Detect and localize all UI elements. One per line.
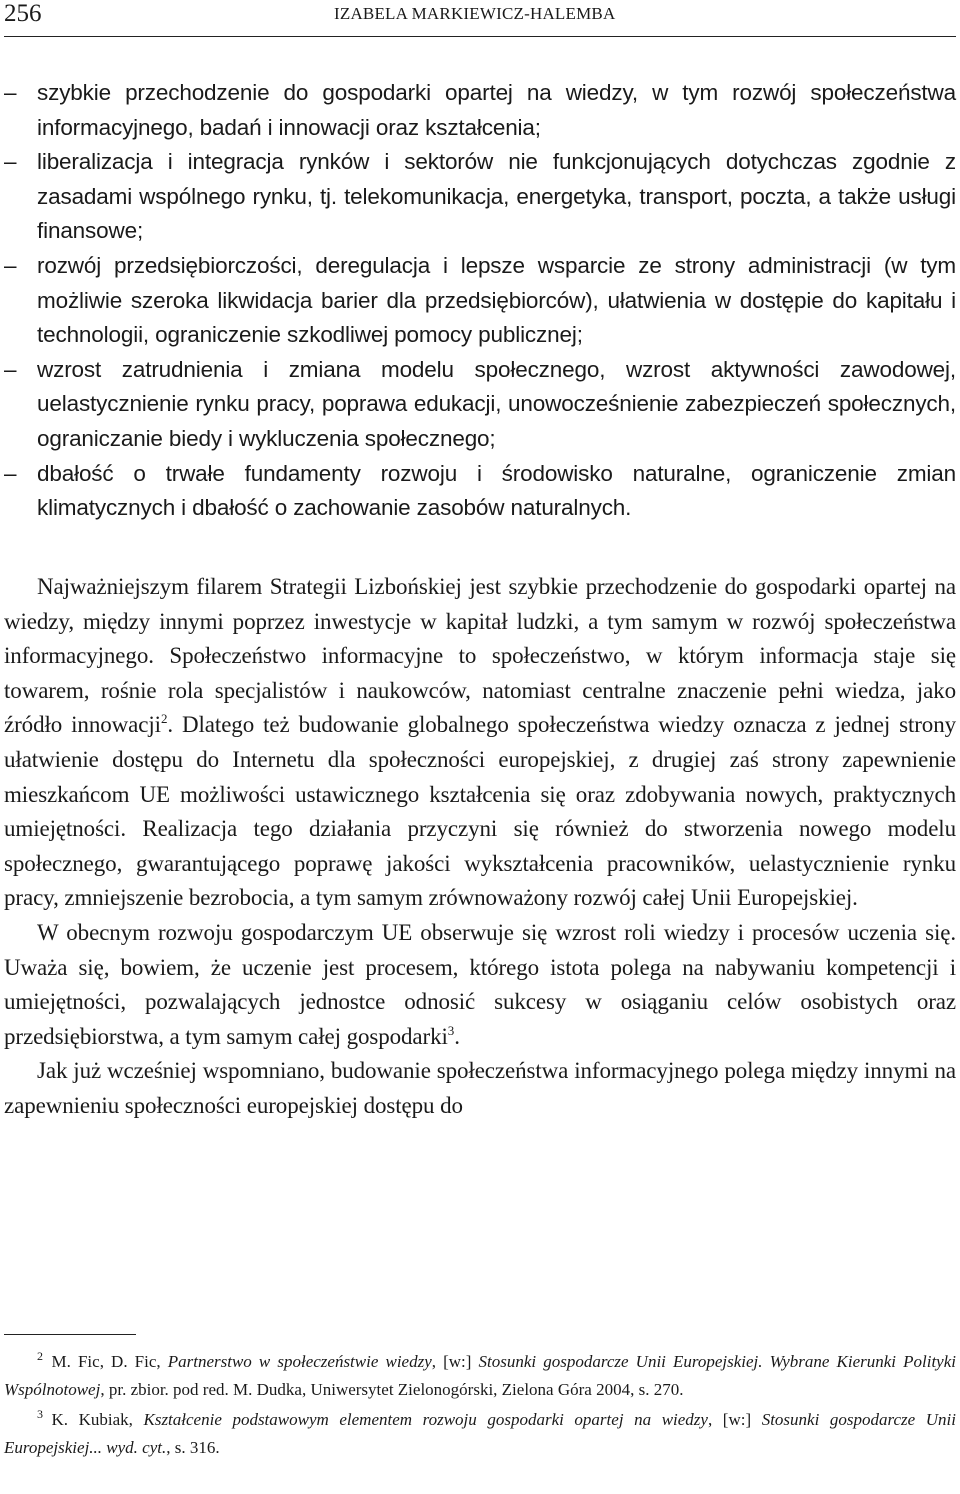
paragraph-text: W obecnym rozwoju gospodarczym UE obserwuje się wzrost roli wiedzy i procesów uczenia się. Uważa się, bowiem, że uczenie jest procesem, którego istota polega na nabywaniu kompetencji i umiejętności, pozwalających jednostce odnosić sukcesy w osiąganiu celów osobistych oraz przedsiębiorstwa, a tym samym całej gospodarki <box>4 919 956 1049</box>
list-item <box>4 76 956 145</box>
footnote-text: , [w:] <box>707 1410 762 1429</box>
list-item <box>4 249 956 353</box>
footnote-number: 2 <box>37 1349 43 1363</box>
footnote-separator <box>4 1334 136 1335</box>
dash-marker: – <box>4 80 17 105</box>
paragraph-2 <box>4 916 956 1054</box>
bullet-list <box>4 76 956 526</box>
footnotes <box>4 1348 956 1464</box>
list-item-text: rozwój przedsiębiorczości, deregulacja i lepsze wsparcie ze strony administracji (w tym możliwie szeroka likwidacja barier dla przedsiębiorców), ułatwienia w dostępie do kapitału i technologii, ograniczenie szkodliwej pomocy publicznej; <box>37 252 956 348</box>
footnote-text: K. Kubiak, <box>51 1410 144 1429</box>
list-item-text: szybkie przechodzenie do gospodarki opartej na wiedzy, w tym rozwój społeczeństwa informacyjnego, badań i innowacji oraz kształcenia; <box>37 80 956 140</box>
page-header <box>4 0 956 37</box>
dash-marker: – <box>4 149 17 175</box>
footnote-text: , [w:] <box>431 1352 479 1371</box>
paragraph-text: . <box>454 1023 460 1049</box>
footnote-title: Partnerstwo w społeczeństwie wiedzy <box>167 1352 432 1371</box>
footnote-3 <box>4 1406 956 1462</box>
footnote-number: 3 <box>37 1407 43 1421</box>
list-item-text: wzrost zatrudnienia i zmiana modelu społecznego, wzrost aktywności zawodowej, uelastycznienie rynku pracy, poprawa edukacji, unowocześnienie zabezpieczeń społecznych, ograniczanie biedy i wykluczenia społecznego; <box>37 356 956 451</box>
footnote-ref-2[interactable]: 2 <box>160 711 168 727</box>
dash-marker: – <box>4 356 17 382</box>
list-item <box>4 457 956 526</box>
list-item <box>4 353 956 457</box>
paragraph-1 <box>4 570 956 916</box>
footnote-source: Stosunki gospodarcze Unii Europejskiej. Wybrane Kierunki Polityki Wspólnotowej <box>4 1352 956 1399</box>
footnote-ref-3[interactable]: 3 <box>447 1022 455 1038</box>
footnote-2 <box>4 1348 956 1404</box>
body-text <box>4 570 956 1124</box>
list-item-text: liberalizacja i integracja rynków i sektorów nie funkcjonujących dotychczas zgodnie z zasadami wspólnego rynku, tj. telekomunikacja, energetyka, transport, poczta, a także usługi finansowe; <box>37 149 956 244</box>
footnote-text: M. Fic, D. Fic, <box>51 1352 168 1371</box>
list-item-text: dbałość o trwałe fundamenty rozwoju i środowisko naturalne, ograniczenie zmian klimatycznych i dbałość o zachowanie zasobów naturalnych. <box>37 460 956 521</box>
page-number: 256 <box>4 0 42 27</box>
dash-marker: – <box>4 252 17 278</box>
footnote-text: , pr. zbior. pod red. M. Dudka, Uniwersytet Zielonogórski, Zielona Góra 2004, s. 270. <box>100 1380 684 1399</box>
list-item <box>4 145 956 249</box>
footnote-text: , s. 316. <box>166 1438 220 1457</box>
paragraph-text: . Dlatego też budowanie globalnego społeczeństwa wiedzy oznacza z jednej strony ułatwienie dostępu do Internetu dla społeczności europejskiej, z drugiej zaś strony zapewnienie mieszkańcom UE możliwości ustawicznego kształcenia się oraz zdobywania nowych, praktycznych umiejętności. Realizacja tego działania przyczyni się również do stworzenia nowego modelu społecznego, gwarantującego poprawę jakości wykształcenia pracowników, uelastycznienie rynku pracy, zmniejszenie bezrobocia, a tym samym zrównoważony rozwój całej Unii Europejskiej. <box>4 712 957 911</box>
dash-marker: – <box>4 460 17 486</box>
running-head: IZABELA MARKIEWICZ-HALEMBA <box>334 4 616 23</box>
paragraph-3: Jak już wcześniej wspomniano, budowanie społeczeństwa informacyjnego polega między innymi na zapewnieniu społeczności europejskiej dostępu do <box>4 1058 956 1118</box>
footnote-title: Kształcenie podstawowym elementem rozwoju gospodarki opartej na wiedzy <box>143 1410 708 1429</box>
footnote-source: Stosunki gospodarcze Unii Europejskiej... wyd. cyt. <box>4 1410 956 1457</box>
paragraph-text: Najważniejszym filarem Strategii Lizbońskiej jest szybkie przechodzenie do gospodarki opartej na wiedzy, między innymi poprzez inwestycje w kapitał ludzki, a tym samym w rozwój społeczeństwa informacyjnego. Społeczeństwo informacyjne to społeczeństwo, w którym informacja staje się towarem, rośnie rola specjalistów i naukowców, natomiast centralne znaczenie pełni wiedza, jako źródło innowacji <box>4 574 956 738</box>
